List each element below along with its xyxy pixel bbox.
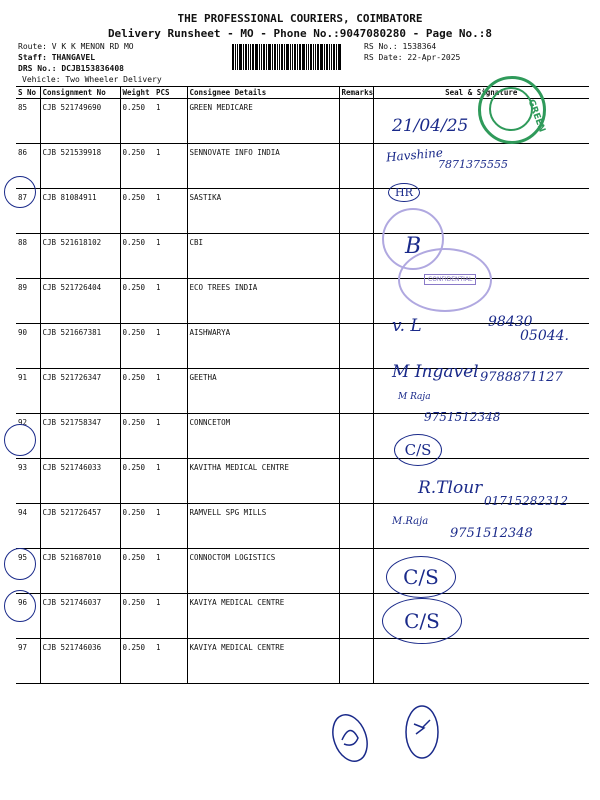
- cell-consignment-no: CJB 521539918: [40, 144, 120, 189]
- signature-91-name: M Ingavel: [392, 362, 479, 382]
- signature-94-name: R.Tlour: [418, 478, 483, 498]
- col-consignee: Consignee Details: [187, 87, 339, 99]
- runsheet-table: [16, 86, 589, 684]
- vehicle-text: Vehicle: Two Wheeler Delivery: [22, 75, 162, 84]
- signature-88: B: [405, 234, 422, 259]
- table-row: [16, 324, 589, 369]
- cell-remarks: [339, 324, 373, 369]
- signature-86-name: Havshine: [385, 145, 444, 165]
- signature-96: C/S: [386, 556, 456, 598]
- cell-remarks: [339, 504, 373, 549]
- cell-consignment-no: CJB 521758347: [40, 414, 120, 459]
- cell-consignment-no: CJB 81084911: [40, 189, 120, 234]
- cell-consignee: CONNOCTOM LOGISTICS: [187, 549, 339, 594]
- cell-consignee: SASTIKA: [187, 189, 339, 234]
- cell-remarks: [339, 594, 373, 639]
- cell-consignee: AISHWARYA: [187, 324, 339, 369]
- signature-90-phone-b: 05044.: [520, 328, 569, 344]
- cell-remarks: [339, 549, 373, 594]
- table-row: [16, 189, 589, 234]
- cell-pcs: 1: [154, 594, 187, 639]
- cell-consignee: CBI: [187, 234, 339, 279]
- cell-weight: 0.250: [120, 144, 154, 189]
- table-row: [16, 414, 589, 459]
- cell-pcs: 1: [154, 504, 187, 549]
- cell-pcs: 1: [154, 324, 187, 369]
- rs-date: RS Date: 22-Apr-2025: [364, 53, 461, 62]
- cell-weight: 0.250: [120, 549, 154, 594]
- col-consignment: Consignment No: [40, 87, 120, 99]
- cell-consignee: KAVITHA MEDICAL CENTRE: [187, 459, 339, 504]
- cell-weight: 0.250: [120, 459, 154, 504]
- cell-consignee: KAVIYA MEDICAL CENTRE: [187, 594, 339, 639]
- table-row: [16, 594, 589, 639]
- cell-remarks: [339, 459, 373, 504]
- cell-sno: 93: [16, 459, 40, 504]
- cell-sno: 86: [16, 144, 40, 189]
- cell-pcs: 1: [154, 369, 187, 414]
- cell-pcs: 1: [154, 639, 187, 684]
- cell-consignee: SENNOVATE INFO INDIA: [187, 144, 339, 189]
- signature-95-phone: 9751512348: [450, 526, 533, 541]
- cell-consignee: CONNCETOM: [187, 414, 339, 459]
- cell-remarks: [339, 144, 373, 189]
- cell-pcs: 1: [154, 414, 187, 459]
- cell-remarks: [339, 234, 373, 279]
- cell-remarks: [339, 99, 373, 144]
- cell-pcs: 1: [154, 144, 187, 189]
- cell-sno: 96: [16, 594, 40, 639]
- cell-weight: 0.250: [120, 99, 154, 144]
- col-pcs: PCS: [154, 87, 187, 99]
- cell-sno: 97: [16, 639, 40, 684]
- col-remarks: Remarks: [339, 87, 373, 99]
- sno-circle-97: [4, 590, 36, 622]
- cell-weight: 0.250: [120, 414, 154, 459]
- cell-pcs: 1: [154, 549, 187, 594]
- cell-pcs: 1: [154, 234, 187, 279]
- signature-92-phone: 9751512348: [424, 410, 501, 424]
- cell-pcs: 1: [154, 189, 187, 234]
- purple-stamp-text: CONFIDENTIAL: [424, 274, 476, 285]
- signature-90-phone-a: 98430: [488, 314, 533, 330]
- signature-93: C/S: [394, 434, 442, 466]
- cell-weight: 0.250: [120, 504, 154, 549]
- cell-remarks: [339, 189, 373, 234]
- cell-pcs: 1: [154, 279, 187, 324]
- cell-sno: 95: [16, 549, 40, 594]
- cell-weight: 0.250: [120, 324, 154, 369]
- cell-seal-signature: [373, 639, 589, 684]
- table-row: [16, 549, 589, 594]
- cell-pcs: 1: [154, 99, 187, 144]
- cell-weight: 0.250: [120, 369, 154, 414]
- cell-pcs: 1: [154, 459, 187, 504]
- cell-consignee: KAVIYA MEDICAL CENTRE: [187, 639, 339, 684]
- cell-consignment-no: CJB 521746037: [40, 594, 120, 639]
- document-subtitle: Delivery Runsheet - MO - Phone No.:9047080280 - Page No.:8: [107, 27, 493, 40]
- cell-weight: 0.250: [120, 234, 154, 279]
- signature-87: HR: [388, 183, 420, 202]
- signature-85: 21/04/25: [392, 116, 469, 136]
- rs-number: RS No.: 1538364: [364, 42, 437, 51]
- cell-consignment-no: CJB 521687010: [40, 549, 120, 594]
- col-sno: S No: [16, 87, 40, 99]
- signature-90-name: v. L: [392, 316, 422, 336]
- cell-consignment-no: CJB 521726457: [40, 504, 120, 549]
- green-seal-stamp: [478, 76, 546, 144]
- sno-circle-87: [4, 176, 36, 208]
- cell-consignment-no: CJB 521746036: [40, 639, 120, 684]
- cell-weight: 0.250: [120, 639, 154, 684]
- cell-consignee: GREEN MEDICARE: [187, 99, 339, 144]
- cell-sno: 88: [16, 234, 40, 279]
- cell-consignment-no: CJB 521667381: [40, 324, 120, 369]
- cell-weight: 0.250: [120, 189, 154, 234]
- cell-sno: 92: [16, 414, 40, 459]
- staff-text: Staff: THANGAVEL: [18, 53, 96, 62]
- cell-remarks: [339, 279, 373, 324]
- cell-consignment-no: CJB 521726404: [40, 279, 120, 324]
- cell-consignee: ECO TREES INDIA: [187, 279, 339, 324]
- cell-sno: 94: [16, 504, 40, 549]
- route-text: Route: V K K MENON RD MO: [18, 42, 134, 51]
- signature-95-name: M.Raja: [392, 516, 429, 527]
- col-seal-signature: Seal & Signature: [373, 87, 589, 99]
- cell-consignment-no: CJB 521726347: [40, 369, 120, 414]
- barcode: [232, 44, 356, 70]
- bottom-scribble-marks: [326, 696, 446, 766]
- cell-weight: 0.250: [120, 594, 154, 639]
- cell-sno: 87: [16, 189, 40, 234]
- sno-circle-93: [4, 424, 36, 456]
- green-stamp-text: GREEN: [525, 98, 547, 134]
- cell-sno: 89: [16, 279, 40, 324]
- signature-97: C/S: [382, 598, 462, 644]
- cell-sno: 91: [16, 369, 40, 414]
- signature-94-phone: 01715282312: [484, 494, 568, 508]
- cell-sno: 90: [16, 324, 40, 369]
- drs-number: DRS No.: DCJB153836408: [18, 64, 124, 73]
- col-weight: Weight: [120, 87, 154, 99]
- cell-consignment-no: CJB 521749690: [40, 99, 120, 144]
- cell-consignment-no: CJB 521746033: [40, 459, 120, 504]
- cell-remarks: [339, 414, 373, 459]
- cell-consignee: GEETHA: [187, 369, 339, 414]
- cell-weight: 0.250: [120, 279, 154, 324]
- cell-remarks: [339, 639, 373, 684]
- signature-86-phone: 7871375555: [438, 158, 508, 171]
- table-row: [16, 639, 589, 684]
- signature-91-phone: 9788871127: [480, 370, 563, 385]
- table-row: [16, 234, 589, 279]
- cell-sno: 85: [16, 99, 40, 144]
- cell-remarks: [339, 369, 373, 414]
- cell-consignment-no: CJB 521618102: [40, 234, 120, 279]
- sno-circle-96: [4, 548, 36, 580]
- signature-92-name: M Raja: [398, 392, 431, 402]
- cell-consignee: RAMVELL SPG MILLS: [187, 504, 339, 549]
- document-title: THE PROFESSIONAL COURIERS, COIMBATORE: [177, 12, 423, 25]
